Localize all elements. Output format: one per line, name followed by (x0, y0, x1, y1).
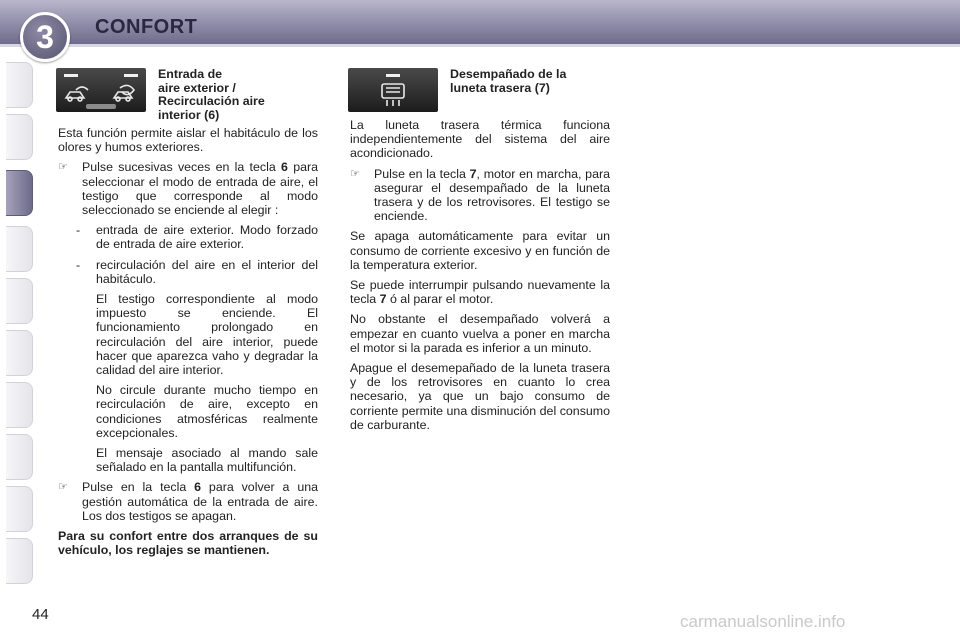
side-tab[interactable] (6, 434, 33, 480)
body-paragraph: El testigo correspondiente al modo impuesto se enciende. El funcionamiento prolongado en recirculación del aire interior, puede hacer que aparezca vaho y degradar la calidad del aire interior. (96, 292, 318, 378)
chapter-side-tabs (0, 62, 36, 582)
side-tab[interactable] (6, 62, 33, 108)
side-tab[interactable] (6, 278, 33, 324)
side-tab[interactable] (6, 114, 33, 160)
side-tab[interactable] (6, 538, 33, 584)
pointing-hand-icon: ☞ (58, 481, 68, 494)
closing-note: Para su confort entre dos arranques de su vehículo, los reglajes se mantienen. (58, 529, 318, 558)
section-heading-rear-demist: Desempañado de la luneta trasera (7) (450, 67, 567, 95)
body-paragraph: El mensaje asociado al mando sale señalado en la pantalla multifunción. (96, 446, 318, 475)
list-item: ☞ Pulse en la tecla 6 para volver a una gestión automática de la entrada de aire. Los dos testigos se apagan. (58, 480, 318, 523)
body-paragraph: Se apaga automáticamente para evitar un consumo de corriente excesivo y en función de la temperatura exterior. (350, 229, 610, 272)
section-heading-air-intake: Entrada de aire exterior / Recirculación aire interior (6) (158, 67, 265, 122)
page-number: 44 (32, 606, 49, 623)
list-item: - recirculación del aire en el interior del habitáculo. (76, 257, 318, 286)
body-paragraph: No circule durante mucho tiempo en recirculación de aire, excepto en condiciones atmosféricas realmente excepcionales. (96, 383, 318, 440)
body-paragraph: Apague el desemepañado de la luneta trasera y de los retrovisores en cuanto lo crea necesario, ya que un bajo consumo de corriente permite una disminución del consumo de carburante. (350, 361, 610, 432)
intro-paragraph: Esta función permite aislar el habitáculo de los olores y humos exteriores. (58, 126, 318, 155)
list-item: ☞ Pulse en la tecla 7, motor en marcha, para asegurar el desempañado de la luneta trasera y de los retrovisores. El testigo se enciende. (350, 166, 610, 224)
side-tab[interactable] (6, 226, 33, 272)
list-item: - entrada de aire exterior. Modo forzado de entrada de aire exterior. (76, 223, 318, 252)
header-divider (0, 44, 960, 47)
list-item: ☞ Pulse sucesivas veces en la tecla 6 para seleccionar el modo de entrada de aire, el testigo que corresponde al modo seleccionado se enciende al elegir : (58, 160, 318, 218)
air-recirculation-control-icon (56, 68, 146, 112)
side-tab[interactable] (6, 486, 33, 532)
chapter-number-badge: 3 (20, 12, 70, 62)
right-column-text (350, 118, 610, 438)
pointing-hand-icon: ☞ (58, 161, 68, 174)
body-paragraph: Se puede interrumpir pulsando nuevamente la tecla 7 ó al parar el motor. (350, 278, 610, 307)
watermark: carmanualsonline.info (680, 612, 846, 631)
side-tab[interactable] (6, 382, 33, 428)
left-column-text (58, 126, 318, 557)
side-tab[interactable] (6, 330, 33, 376)
chapter-title: CONFORT (95, 16, 198, 38)
body-paragraph: No obstante el desempañado volverá a empezar en cuanto vuelva a poner en marcha el motor si la parada es inferior a un minuto. (350, 312, 610, 355)
pointing-hand-icon: ☞ (350, 167, 360, 180)
intro-paragraph: La luneta trasera térmica funciona independientemente del sistema del aire acondicionado. (350, 118, 610, 161)
rear-window-demist-icon (348, 68, 438, 112)
side-tab-active[interactable] (6, 170, 33, 216)
